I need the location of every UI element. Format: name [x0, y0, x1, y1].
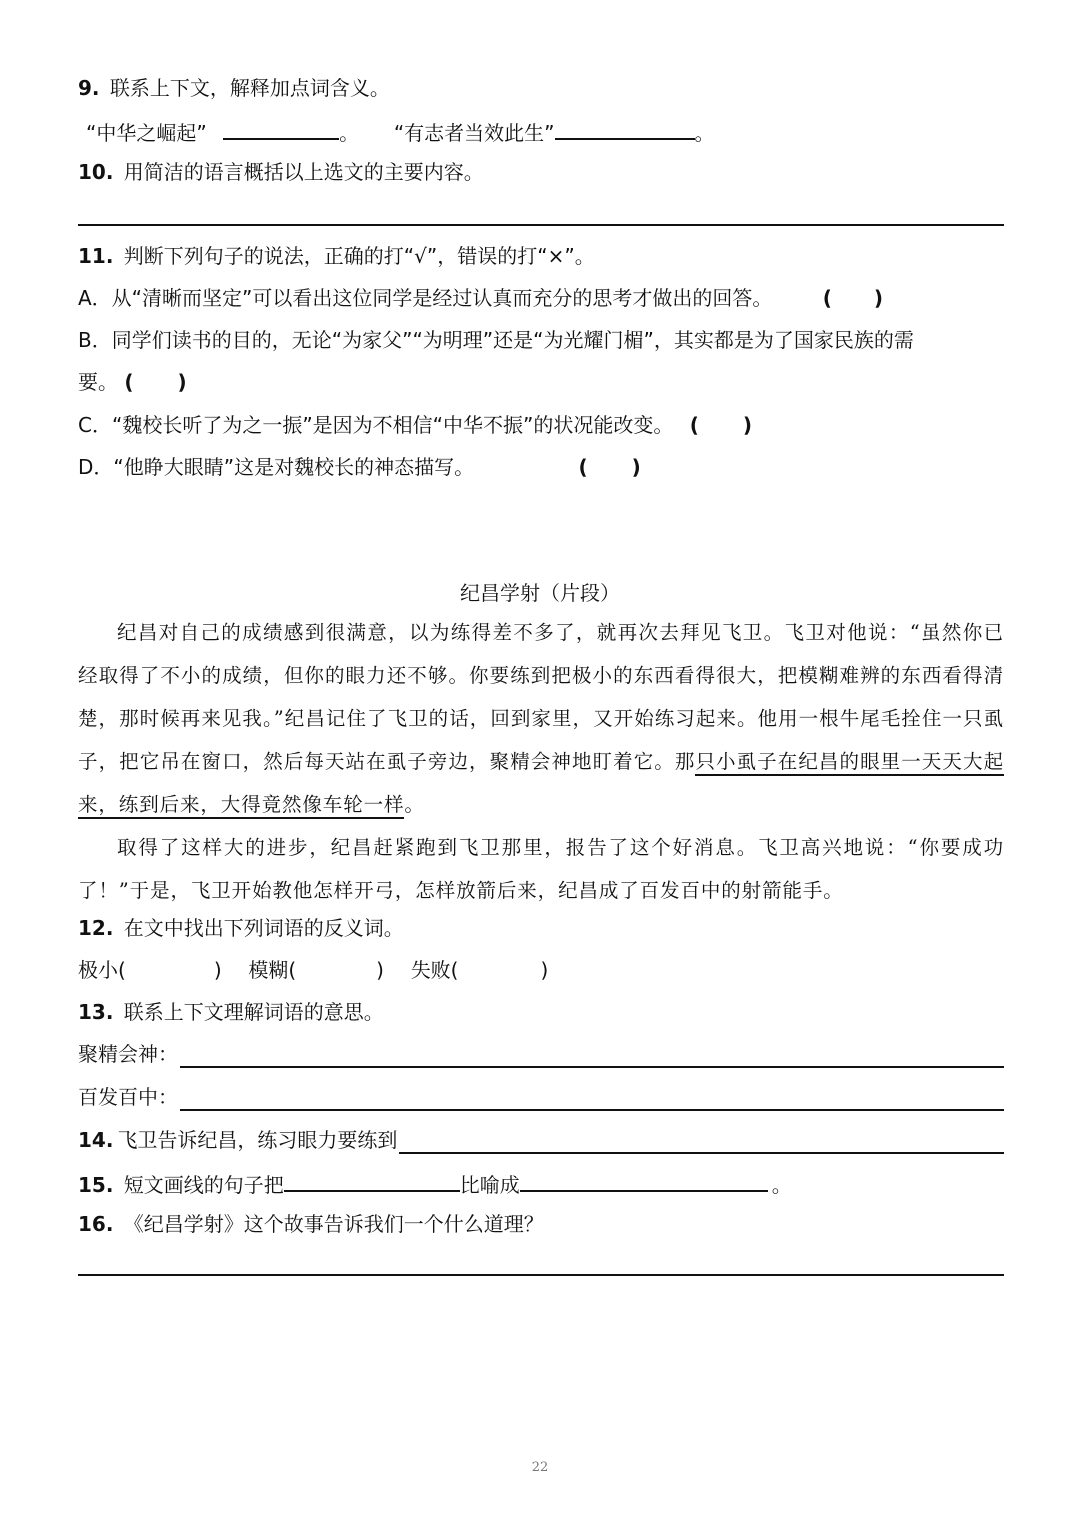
word-shibai: 失败( [410, 958, 459, 982]
word-jixiao: 极小( [78, 958, 126, 982]
question-text: 《纪昌学射》这个故事告诉我们一个什么道理？ [123, 1212, 544, 1236]
question-number: 15. [78, 1173, 114, 1197]
answer-line[interactable] [180, 1044, 1004, 1068]
option-text: B．同学们读书的目的，无论“为家父”“为明理”还是“为光耀门楣”，其实都是为了国家民族的需 [78, 328, 914, 352]
passage-title: 纪昌学射（片段） [460, 581, 620, 605]
answer-line[interactable] [180, 1087, 1004, 1111]
question-9 [78, 74, 390, 102]
question-15: 15. 短文画线的句子把 比喻成 。 [78, 1168, 792, 1199]
question-text: 联系上下文理解词语的意思。 [123, 1000, 384, 1024]
word-label: 聚精会神： [78, 1042, 178, 1066]
meaning-juJingHuiShen [78, 1040, 1004, 1068]
option-text: 要。 [78, 370, 118, 394]
question-14 [78, 1126, 1004, 1154]
question-number: 14. [78, 1128, 114, 1152]
option-c [78, 411, 752, 439]
answer-blank[interactable] [555, 116, 695, 140]
answer-blank[interactable] [223, 116, 339, 140]
term-youzhizhe: “有志者当效此生” [393, 121, 555, 145]
question-number: 16. [78, 1212, 114, 1236]
answer-line[interactable] [78, 224, 1004, 226]
word-mohu: 模糊( [248, 958, 297, 982]
word-label: 百发百中： [78, 1085, 178, 1109]
option-text: A．从“清晰而坚定”可以看出这位同学是经过认真而充分的思考才做出的回答。 [78, 286, 773, 310]
option-text: D．“他睁大眼睛”这是对魏校长的神态描写。 [78, 455, 475, 479]
answer-paren[interactable]: ( ) [578, 455, 641, 479]
question-text: 飞卫告诉纪昌，练习眼力要练到 [117, 1128, 398, 1152]
option-a [78, 284, 883, 312]
punct: 。 [694, 121, 715, 145]
question-text: 在文中找出下列词语的反义词。 [123, 916, 404, 940]
answer-blank[interactable] [520, 1168, 768, 1192]
page-number: 22 [531, 1460, 549, 1475]
question-text: 短文画线的句子把 [123, 1173, 284, 1197]
question-16 [78, 1210, 544, 1238]
question-number: 11. [78, 244, 114, 268]
antonym-row: 极小( ) 模糊( ) 失败( ) [78, 958, 549, 982]
question-number: 13. [78, 1000, 114, 1024]
question-12 [78, 914, 404, 942]
question-13 [78, 998, 384, 1026]
question-text: 比喻成 [459, 1173, 520, 1197]
answer-line[interactable] [399, 1130, 1004, 1154]
question-text: 判断下列句子的说法，正确的打“√”，错误的打“×”。 [123, 244, 595, 268]
question-number: 10. [78, 160, 114, 184]
option-d [78, 453, 641, 481]
answer-blank[interactable] [284, 1168, 460, 1192]
question-9-items [86, 116, 715, 147]
answer-paren[interactable]: ( ) [689, 413, 753, 437]
paragraph-2: 取得了这样大的进步，纪昌赶紧跑到飞卫那里，报告了这个好消息。飞卫高兴地说：“你要成功了！”于是，飞卫开始教他怎样开弓，怎样放箭后来，纪昌成了百发百中的射箭能手。 [78, 836, 1004, 902]
meaning-baiFaBaiZhong [78, 1083, 1004, 1111]
question-number: 9. [78, 76, 100, 100]
question-text: 用简洁的语言概括以上选文的主要内容。 [123, 160, 484, 184]
question-text: 联系上下文，解释加点词含义。 [109, 76, 390, 100]
answer-line[interactable] [78, 1274, 1004, 1276]
option-b-cont [78, 368, 187, 396]
paragraph-1: 纪昌对自己的成绩感到很满意，以为练得差不多了，就再次去拜见飞卫。飞卫对他说：“虽然你已经取得了不小的成绩，但你的眼力还不够。你要练到把极小的东西看得很大，把模糊难辨的东西看得清楚，那时候再来见我。”纪昌记住了飞卫的话，回到家里，又开始练习起来。他用一根牛尾毛拴住一只虱子，把它吊在窗口，然后每天站在虱子旁边，聚精会神地盯着它。那只小虱子在纪昌的眼里一天天大起来，练到后来，大得竟然像车轮一样。 [78, 611, 1004, 826]
punct: 。 [339, 121, 360, 145]
option-text: C．“魏校长听了为之一振”是因为不相信“中华不振”的状况能改变。 [78, 413, 674, 437]
answer-paren[interactable]: ( ) [822, 286, 884, 310]
term-zhonghua: “中华之崛起” [86, 121, 207, 145]
question-10 [78, 158, 484, 186]
passage-body [78, 611, 1004, 912]
answer-paren[interactable]: ( ) [124, 370, 187, 394]
option-b [78, 326, 914, 354]
question-number: 12. [78, 916, 114, 940]
question-11 [78, 242, 595, 270]
underlined-sentence: 只小虱子在纪昌的眼里一天天大起来，练到后来，大得竟然像车轮一样 [78, 750, 1004, 819]
